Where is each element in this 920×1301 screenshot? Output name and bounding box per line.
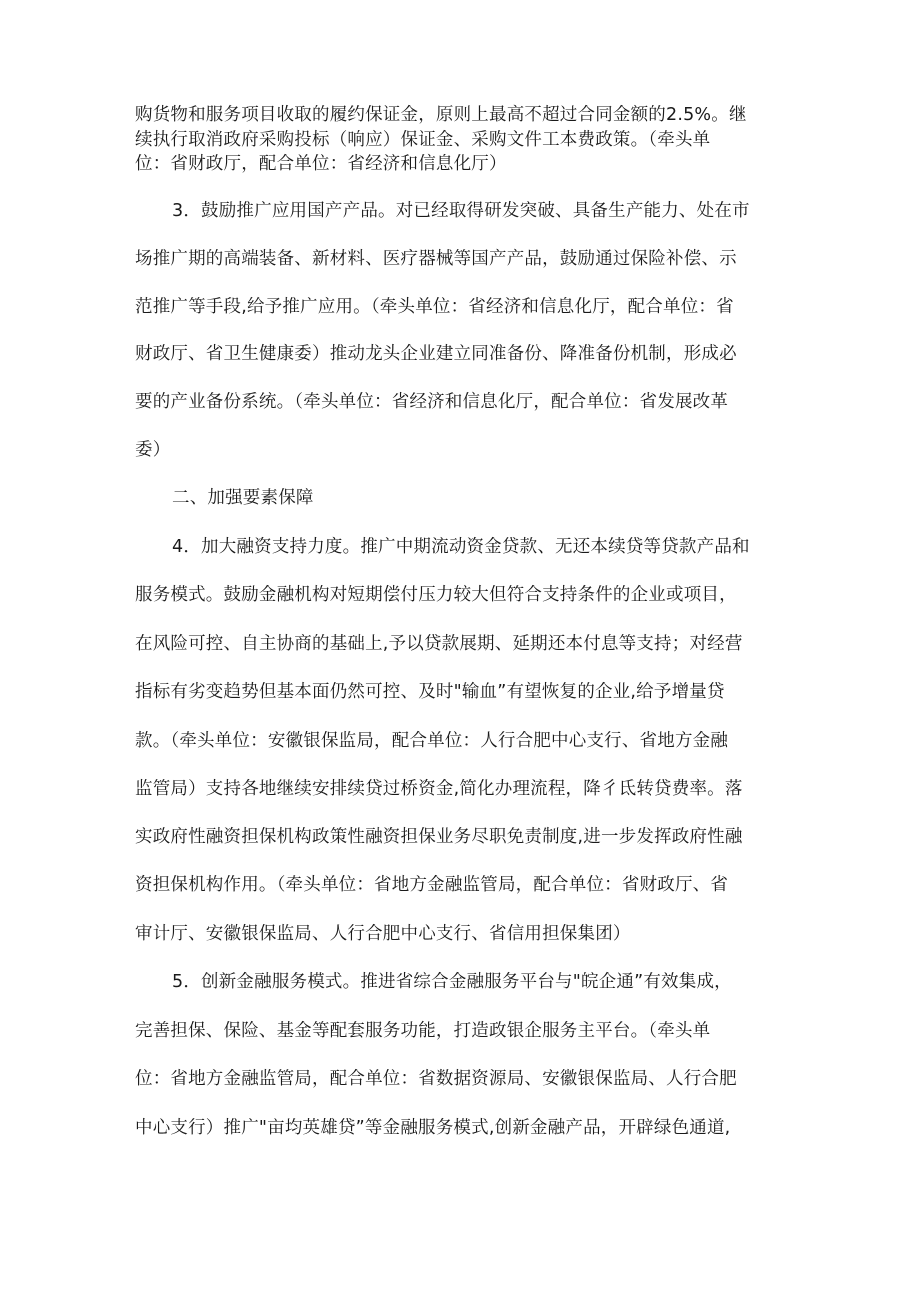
text-line: 中心支行）推广"亩均英雄贷”等金融服务模式,创新金融产品，开辟绿色通道,	[135, 1118, 731, 1138]
paragraph-5-heading-line: 5．创新金融服务模式。推进省综合金融服务平台与"皖企通”有效集成，	[172, 972, 732, 992]
text-line: 位：省地方金融监管局，配合单位：省数据资源局、安徽银保监局、人行合肥	[135, 1069, 737, 1089]
paragraph-4-heading-line: 4．加大融资支持力度。推广中期流动资金贷款、无还本续贷等贷款产品和	[172, 537, 750, 557]
text-line: 财政厅、省卫生健康委）推动龙头企业建立同准备份、降准备份机制，形成必	[135, 344, 737, 364]
text-line: 场推广期的高端装备、新材料、医疗器械等国产产品，鼓励通过保险补偿、示	[135, 249, 737, 269]
text-line: 监管局）支持各地继续安排续贷过桥资金,简化办理流程，降彳氐转贷费率。落	[135, 779, 743, 799]
text-line: 指标有劣变趋势但基本面仍然可控、及时"输血”有望恢复的企业,给予增量贷	[135, 682, 725, 702]
paragraph-3-heading-line: 3．鼓励推广应用国产产品。对已经取得研发突破、具备生产能力、处在市	[172, 201, 750, 221]
text-line: 续执行取消政府采购投标（响应）保证金、采购文件工本费政策。（牵头单	[135, 130, 711, 150]
text-line: 资担保机构作用。（牵头单位：省地方金融监管局，配合单位：省财政厅、省	[135, 875, 729, 895]
text-line: 服务模式。鼓励金融机构对短期偿付压力较大但符合支持条件的企业或项目，	[135, 585, 737, 605]
text-line: 位：省财政厅，配合单位：省经济和信息化厅）	[135, 154, 507, 174]
text-line: 款。（牵头单位：安徽银保监局，配合单位：人行合肥中心支行、省地方金融	[135, 731, 729, 751]
section-heading: 二、加强要素保障	[172, 488, 314, 508]
text-line: 范推广等手段,给予推广应用。（牵头单位：省经济和信息化厅，配合单位：省	[135, 297, 734, 317]
text-line: 购货物和服务项目收取的履约保证金，原则上最高不超过合同金额的2.5%。继	[135, 105, 747, 125]
text-line: 审计厅、安徽银保监局、人行合肥中心支行、省信用担保集团）	[135, 924, 631, 944]
text-line: 委）	[135, 440, 171, 460]
text-line: 要的产业备份系统。（牵头单位：省经济和信息化厅，配合单位：省发展改革	[135, 392, 729, 412]
text-line: 完善担保、保险、基金等配套服务功能，打造政银企服务主平台。（牵头单	[135, 1021, 711, 1041]
text-line: 在风险可控、自主协商的基础上,予以贷款展期、延期还本付息等支持；对经营	[135, 634, 743, 654]
text-line: 实政府性融资担保机构政策性融资担保业务尽职免责制度,进一步发挥政府性融	[135, 827, 743, 847]
